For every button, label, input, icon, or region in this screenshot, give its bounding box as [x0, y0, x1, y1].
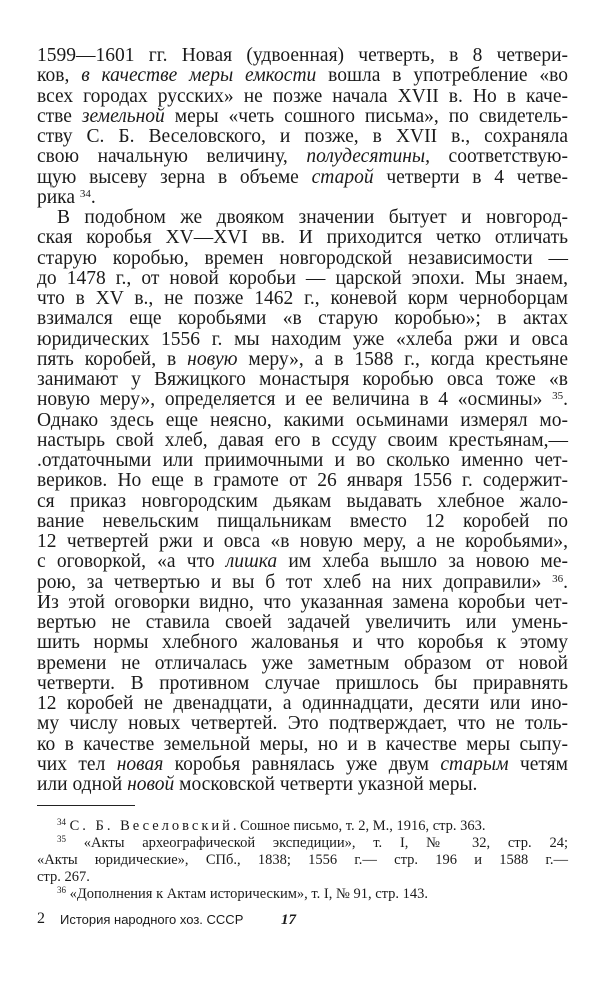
- italic-text: новая: [116, 753, 164, 775]
- text-segment: ская коробья XV—XVI вв. И приходится четко отличать: [37, 227, 568, 249]
- footnote-ref: 35: [552, 390, 564, 403]
- italic-text: лишка: [225, 551, 278, 573]
- text-segment: чих тел: [37, 753, 117, 775]
- main-text: [37, 46, 568, 795]
- text-line: [37, 66, 568, 86]
- text-line: [37, 168, 568, 188]
- footnote-line: [37, 835, 568, 852]
- italic-text: в качестве меры емкости: [81, 65, 317, 87]
- italic-text: старым: [440, 753, 509, 775]
- text-line: [37, 370, 568, 390]
- text-segment: Из этой оговорки видно, что указанная замена коробьи чет-: [37, 591, 568, 613]
- text-line: [37, 350, 568, 370]
- text-segment: «Акты юридические», СПб., 1838; 1556 г.— стр. 196 и 1588 г.—: [37, 852, 568, 868]
- text-segment: свою начальную величину,: [37, 146, 307, 168]
- footnote-ref: 34: [57, 817, 66, 827]
- signature-number: 2: [37, 910, 45, 927]
- text-segment: стве: [37, 105, 82, 127]
- text-line: [37, 775, 568, 795]
- footnote-ref: 35: [57, 834, 66, 844]
- italic-text: земельной: [81, 105, 165, 127]
- text-line: [37, 532, 568, 552]
- footnote-line: [37, 886, 568, 903]
- page-number: 17: [281, 912, 296, 928]
- footnote-line: [37, 818, 568, 835]
- text-segment: .: [90, 186, 96, 208]
- footnote-ref: 34: [79, 187, 91, 200]
- text-line: [37, 674, 568, 694]
- text-segment: вание невельским пищальникам вместо 12 коробей по: [37, 510, 568, 532]
- text-segment: занимают у Вяжицкого монастыря коробью овса тоже «в: [37, 369, 568, 390]
- text-line: [37, 451, 568, 471]
- text-segment: 12 четвертей ржи и овса «в новую меру, а не коробьями»,: [37, 531, 568, 552]
- text-segment: му числу новых четвертей. Это подтверждает, что не толь-: [37, 713, 568, 735]
- text-segment: рика: [37, 186, 80, 208]
- text-segment: четверти. В противном случае пришлось бы приравнять: [37, 672, 568, 694]
- text-line: [37, 492, 568, 512]
- text-segment: ков,: [37, 65, 82, 87]
- text-line: [37, 431, 568, 451]
- footnote-ref: 36: [552, 572, 564, 585]
- text-segment: что в XV в., не позже 1462 г., коневой корм черноборцам: [37, 288, 568, 309]
- text-segment: .: [563, 389, 568, 411]
- italic-text: полудесятины,: [306, 146, 430, 168]
- text-line: [37, 208, 568, 228]
- text-line: [37, 188, 568, 208]
- text-segment: С. Б. Веселовский: [69, 818, 233, 834]
- text-line: [37, 249, 568, 269]
- text-segment: 12 коробей не двенадцати, а одиннадцати, десяти или ино-: [37, 693, 568, 714]
- text-segment: . Сошное письмо, т. 2, М., 1916, стр. 363.: [232, 818, 486, 834]
- text-line: [37, 330, 568, 350]
- text-line: [37, 411, 568, 431]
- signature-title: История народного хоз. СССР: [60, 912, 244, 927]
- text-line: [37, 46, 568, 66]
- footnote-line: [37, 869, 568, 886]
- text-line: [37, 127, 568, 147]
- footnote-line: [37, 852, 568, 869]
- text-line: [37, 613, 568, 633]
- text-segment: .отдаточными или приимочными и во сколько именно чет-: [37, 450, 568, 471]
- text-line: [37, 654, 568, 674]
- text-line: [37, 573, 568, 593]
- text-segment: шить нормы хлебного жалованья и что коробья к этому: [37, 632, 568, 654]
- text-segment: меру», а в 1588 г., когда крестьяне: [237, 348, 568, 370]
- text-line: [37, 694, 568, 714]
- text-segment: Однако здесь еще неясно, какими осьминами измерял мо-: [37, 409, 568, 431]
- text-segment: времени не отличалась уже заметным образом от новой: [37, 652, 568, 674]
- text-segment: новую меру», определяется и ее величина в 4 «осмины»: [37, 389, 553, 411]
- text-segment: «Дополнения к Актам историческим», т. I, № 91, стр. 143.: [66, 886, 429, 902]
- text-line: [37, 147, 568, 167]
- italic-text: новой: [127, 774, 175, 795]
- text-segment: вериков. Но еще в грамоте от 26 января 1556 г. содержит-: [37, 470, 568, 492]
- text-line: [37, 471, 568, 491]
- text-segment: им хлеба вышло за новою ме-: [277, 551, 569, 573]
- text-segment: ся приказ новгородским дьякам выдавать хлебное жало-: [37, 490, 568, 512]
- text-segment: .: [563, 571, 568, 593]
- footnotes: [37, 818, 568, 903]
- text-segment: рою, за четвертью и вы б тот хлеб на них доправили»: [37, 571, 553, 593]
- text-segment: В подобном же двояком значении бытует и новгород-: [57, 207, 568, 228]
- text-segment: щую высеву зерна в объеме: [37, 166, 312, 188]
- text-segment: до 1478 г., от новой коробьи — царской эпохи. Мы знаем,: [37, 267, 568, 289]
- text-segment: юридических 1556 г. мы находим уже «хлеба ржи и овса: [37, 328, 568, 350]
- text-segment: «Акты археографической экспедиции», т. I, № 32, стр. 24;: [66, 835, 568, 851]
- text-segment: московской четверти указной меры.: [174, 774, 478, 795]
- text-line: [37, 87, 568, 107]
- text-line: [37, 390, 568, 410]
- text-segment: 1599—1601 гг. Новая (удвоенная) четверть, в 8 четвери-: [37, 45, 568, 66]
- text-segment: вошла в употребление «во: [316, 65, 568, 87]
- text-segment: пять коробей, в: [37, 348, 188, 370]
- text-line: [37, 512, 568, 532]
- footnote-divider: [37, 805, 135, 806]
- text-line: [37, 714, 568, 734]
- text-segment: коробья равнялась уже двум: [163, 753, 441, 775]
- text-segment: взимался еще коробьями «в старую коробью»; в актах: [37, 308, 568, 330]
- text-segment: с оговоркой, «а что: [37, 551, 226, 573]
- text-segment: ко в качестве земельной меры, но и в качестве меры сыпу-: [37, 733, 568, 755]
- text-line: [37, 552, 568, 572]
- text-segment: четям: [508, 753, 568, 775]
- italic-text: старой: [311, 166, 374, 188]
- text-segment: или одной: [37, 774, 128, 795]
- footnote-ref: 36: [57, 885, 66, 895]
- text-segment: соответствую-: [429, 146, 568, 168]
- italic-text: новую: [187, 348, 238, 370]
- text-line: [37, 593, 568, 613]
- text-segment: вертью не ставила своей задачей увеличить или умень-: [37, 612, 568, 633]
- text-line: [37, 228, 568, 248]
- text-segment: меры «четь сошного письма», по свидетель-: [164, 105, 568, 127]
- text-line: [37, 633, 568, 653]
- text-line: [37, 755, 568, 775]
- text-line: [37, 289, 568, 309]
- text-line: [37, 269, 568, 289]
- text-segment: всех городах русских» не позже начала XVII в. Но в каче-: [37, 85, 568, 107]
- text-line: [37, 107, 568, 127]
- text-segment: старую коробью, времен новгородской независимости —: [37, 247, 568, 269]
- text-segment: четверти в 4 четве-: [373, 166, 568, 188]
- text-segment: настырь свой хлеб, давая его в ссуду своим крестьянам,—: [37, 429, 568, 451]
- text-segment: стр. 267.: [37, 869, 90, 885]
- text-segment: ству С. Б. Веселовского, и позже, в XVII в., сохраняла: [37, 126, 568, 147]
- text-line: [37, 735, 568, 755]
- text-line: [37, 309, 568, 329]
